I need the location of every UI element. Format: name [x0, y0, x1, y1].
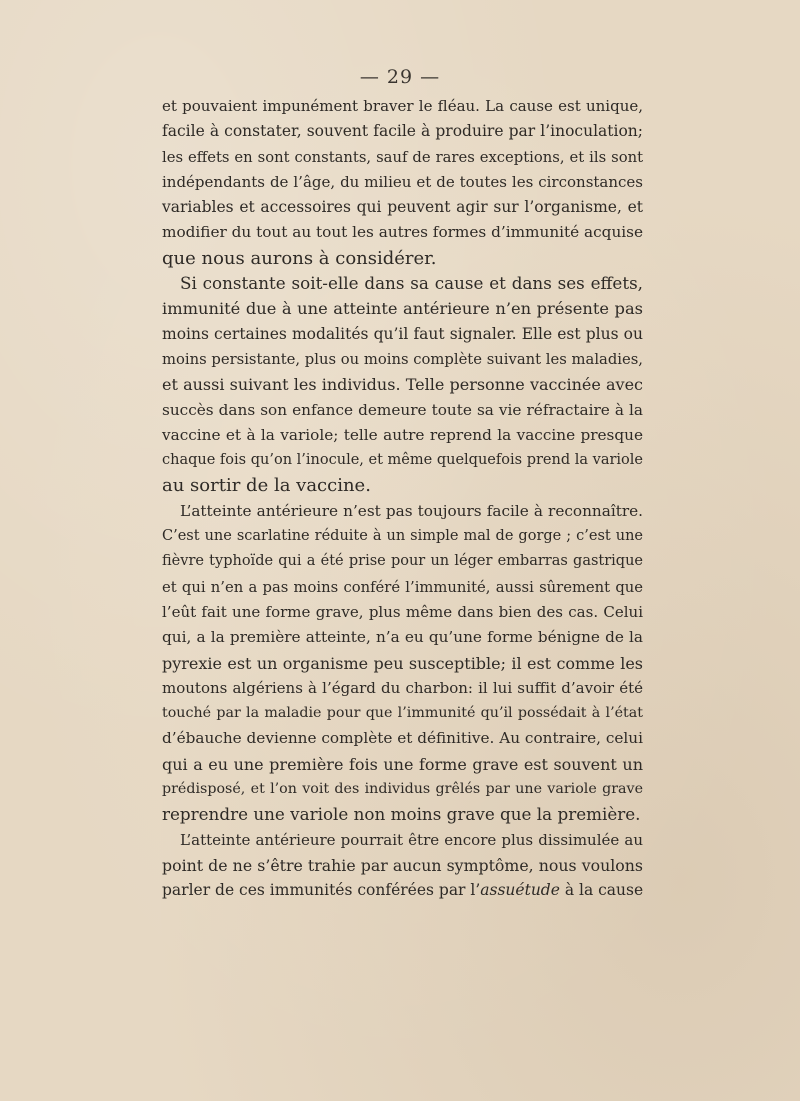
text-line: qui, a la première atteinte, n’a eu qu’une forme bénigne de la — [162, 628, 643, 647]
text-line: l’eût fait une forme grave, plus même dans bien des cas. Celui — [162, 602, 643, 621]
text-line: point de ne s’être trahie par aucun symptôme, nous voulons — [162, 855, 643, 875]
text-line: moins persistante, plus ou moins complète suivant les maladies, — [162, 350, 643, 368]
text-line: qui a eu une première fois une forme grave est souvent un — [162, 754, 643, 774]
text-line: prédisposé, et l’on voit des individus grêlés par une variole grave — [162, 781, 643, 798]
text-line: immunité due à une atteinte antérieure n’en présente pas — [162, 299, 643, 319]
text-line: L’atteinte antérieure pourrait être encore plus dissimulée au — [180, 830, 643, 849]
text-line: Si constante soit-elle dans sa cause et dans ses effets, — [180, 273, 643, 294]
text-line: chaque fois qu’on l’inocule, et même quelquefois prend la variole — [162, 452, 643, 469]
text-line: vaccine et à la variole; telle autre reprend la vaccine presque — [162, 425, 643, 444]
text-line: pyrexie est un organisme peu susceptible; il est comme les — [162, 653, 643, 673]
text-line-final — [162, 878, 643, 903]
italic-term: assuétude — [480, 881, 560, 900]
text-line: et pouvaient impunément braver le fléau. La cause est unique, — [162, 97, 643, 115]
text-line: et qui n’en a pas moins conféré l’immunité, aussi sûrement que — [162, 578, 643, 596]
text-line: au sortir de la vaccine. — [162, 475, 371, 497]
text-line: et aussi suivant les individus. Telle personne vaccinée avec — [162, 375, 643, 395]
text-line: d’ébauche devienne complète et définitive. Au contraire, celui — [162, 729, 643, 748]
text-line: reprendre une variole non moins grave que la première. — [162, 804, 641, 825]
text-line: les effets en sont constants, sauf de rares exceptions, et ils sont — [162, 148, 643, 166]
text-fragment: à la cause — [559, 881, 644, 900]
text-line: succès dans son enfance demeure toute sa vie réfractaire à la — [162, 400, 643, 419]
text-line: que nous aurons à considérer. — [162, 247, 437, 269]
page-number: — 29 — — [359, 66, 441, 88]
text-line: moins certaines modalités qu’il faut signaler. Elle est plus ou — [162, 324, 643, 343]
text-line: moutons algériens à l’égard du charbon: il lui suffit d’avoir été — [162, 678, 643, 697]
text-line: variables et accessoires qui peuvent agir sur l’organisme, et — [162, 198, 643, 217]
text-line: fièvre typhoïde qui a été prise pour un léger embarras gastrique — [162, 553, 643, 570]
text-line: touché par la maladie pour que l’immunité qu’il possédait à l’état — [162, 705, 643, 722]
text-line: modifier du tout au tout les autres formes d’immunité acquise — [162, 223, 643, 242]
body-text — [162, 94, 643, 904]
text-line: indépendants de l’âge, du milieu et de toutes les circonstances — [162, 172, 643, 191]
text-fragment: parler de ces immunités conférées par l’ — [162, 881, 481, 900]
text-line: L’atteinte antérieure n’est pas toujours facile à reconnaître. — [180, 501, 643, 520]
text-line: facile à constater, souvent facile à produire par l’inoculation; — [162, 122, 643, 141]
text-line: C’est une scarlatine réduite à un simple mal de gorge ; c’est une — [162, 528, 643, 545]
